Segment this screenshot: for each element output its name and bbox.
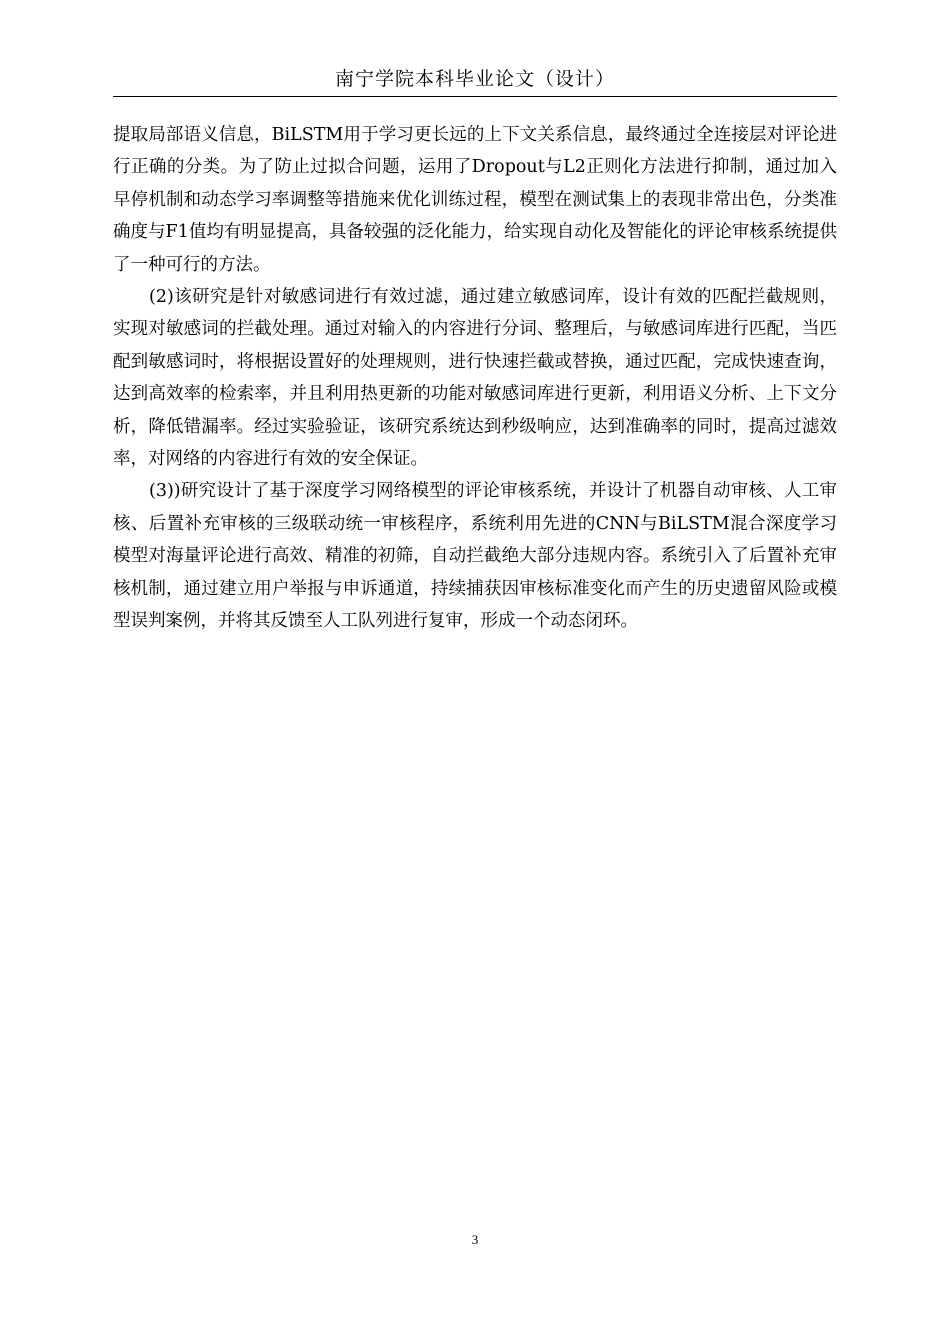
body-text [113,119,837,638]
page-header-title: 南宁学院本科毕业论文（设计） [334,68,615,90]
header-divider [113,96,837,97]
paragraph-point-3: (3))研究设计了基于深度学习网络模型的评论审核系统，并设计了机器自动审核、人工审核、后置补充审核的三级联动统一审核程序，系统利用先进的CNN与BiLSTM混合深度学习模型对海量评论进行高效、精准的初筛，自动拦截绝大部分违规内容。系统引入了后置补充审核机制，通过建立用户举报与申诉通道，持续捕获因审核标准变化而产生的历史遗留风险或模型误判案例，并将其反馈至人工队列进行复审，形成一个动态闭环。 [113,481,837,632]
paragraph-continuation: 提取局部语义信息，BiLSTM用于学习更长远的上下文关系信息，最终通过全连接层对评论进行正确的分类。为了防止过拟合问题，运用了Dropout与L2正则化方法进行抑制，通过加入早停机制和动态学习率调整等措施来优化训练过程，模型在测试集上的表现非常出色，分类准确度与F1值均有明显提高，具备较强的泛化能力，给实现自动化及智能化的评论审核系统提供了一种可行的方法。 [113,125,837,275]
page-number: 3 [471,1232,479,1247]
paragraph-point-2: (2)该研究是针对敏感词进行有效过滤，通过建立敏感词库，设计有效的匹配拦截规则，实现对敏感词的拦截处理。通过对输入的内容进行分词、整理后，与敏感词库进行匹配，当匹配到敏感词时，将根据设置好的处理规则，进行快速拦截或替换，通过匹配，完成快速查询，达到高效率的检索率，并且利用热更新的功能对敏感词库进行更新，利用语义分析、上下文分析，降低错漏率。经过实验验证，该研究系统达到秒级响应，达到准确率的同时，提高过滤效率，对网络的内容进行有效的安全保证。 [113,287,837,470]
